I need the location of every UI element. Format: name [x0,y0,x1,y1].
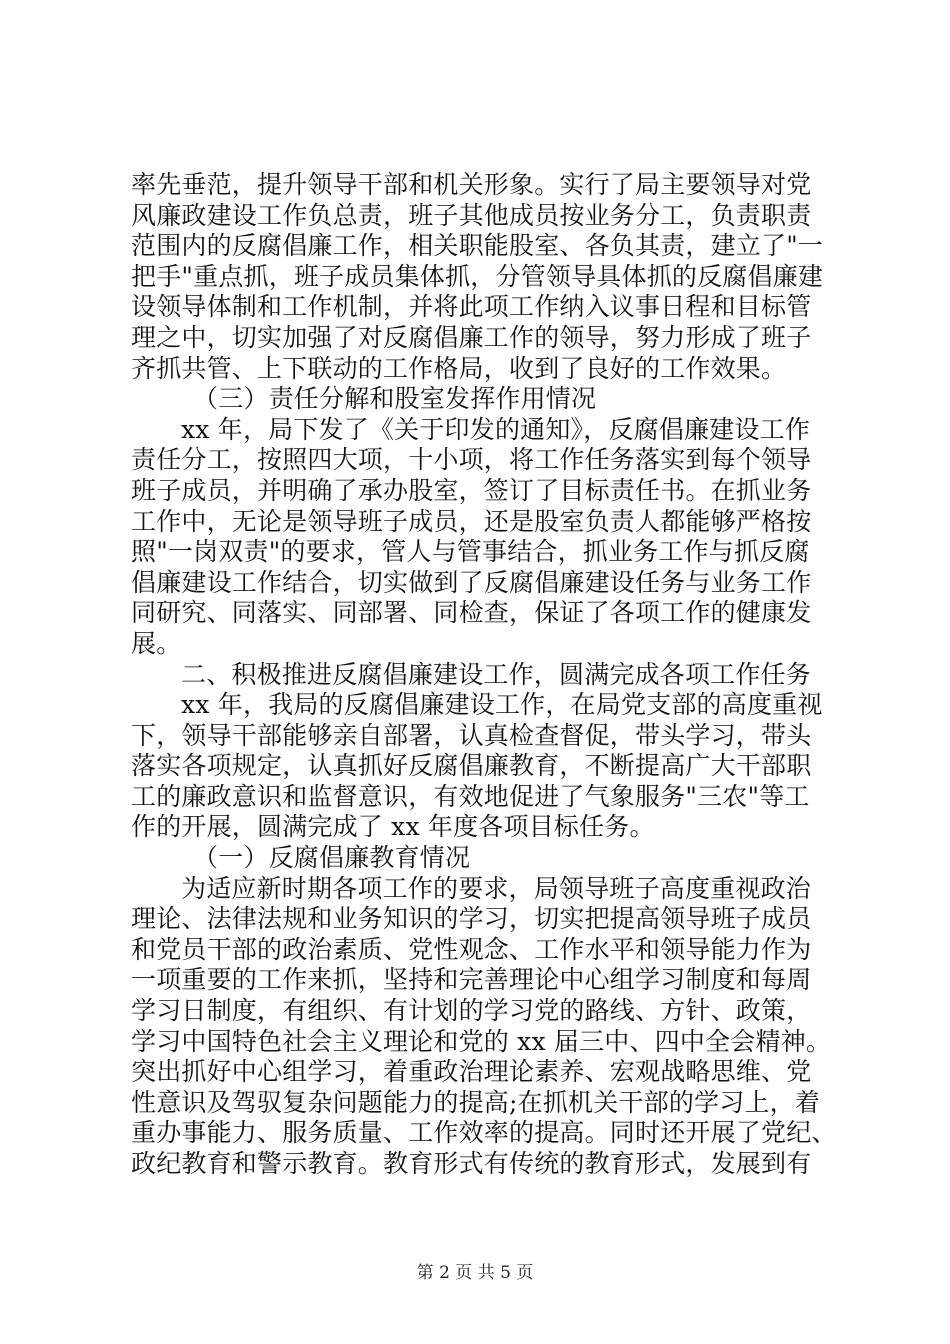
paragraph-first-line: 为适应新时期各项工作的要求，局领导班子高度重视政治 [181,873,812,903]
section-heading: （三）责任分解和股室发挥作用情况 [193,384,597,414]
page-footer [0,1262,950,1284]
text-line: 突出抓好中心组学习，着重政治理论素养、宏观战略思维、党 [131,1057,812,1087]
text-line: 把手"重点抓，班子成员集体抓，分管领导具体抓的反腐倡廉建 [131,261,824,291]
text-line: 学习中国特色社会主义理论和党的 xx 届三中、四中全会精神。 [131,1026,832,1056]
text-line: 班子成员，并明确了承办股室，签订了目标责任书。在抓业务 [131,475,812,505]
text-line: 和党员干部的政治素质、党性观念、工作水平和领导能力作为 [131,934,812,964]
text-line: 一项重要的工作来抓，坚持和完善理论中心组学习制度和每周 [131,965,812,995]
text-line: 政纪教育和警示教育。教育形式有传统的教育形式，发展到有 [131,1149,812,1178]
text-line: 重办事能力、服务质量、工作效率的提高。同时还开展了党纪、 [131,1118,837,1148]
text-line: 学习日制度，有组织、有计划的学习党的路线、方针、政策， [131,996,812,1026]
page-number-label: 第 2 页 共 5 页 [416,1263,534,1283]
text-line: 工作中，无论是领导班子成员，还是股室负责人都能够严格按 [131,506,812,536]
text-line: 落实各项规定，认真抓好反腐倡廉教育，不断提高广大干部职 [131,751,812,781]
text-line: 同研究、同落实、同部署、同检查，保证了各项工作的健康发 [131,598,812,628]
text-line: 责任分工，按照四大项，十小项，将工作任务落实到每个领导 [131,445,812,475]
section-heading: （一）反腐倡廉教育情况 [193,843,471,873]
text-line: 齐抓共管、上下联动的工作格局，收到了良好的工作效果。 [131,353,787,383]
paragraph-first-line: xx 年，我局的反腐倡廉建设工作，在局党支部的高度重视 [181,690,823,720]
text-line: 工的廉政意识和监督意识，有效地促进了气象服务"三农"等工 [131,781,810,811]
text-line: 设领导体制和工作机制，并将此项工作纳入议事日程和目标管 [131,292,812,322]
document-body [131,170,837,1180]
text-line: 性意识及驾驭复杂问题能力的提高;在抓机关干部的学习上，着 [131,1087,821,1117]
text-line: 范围内的反腐倡廉工作，相关职能股室、各负其责，建立了"一 [131,231,824,261]
text-line: 倡廉建设工作结合，切实做到了反腐倡廉建设任务与业务工作 [131,567,812,597]
text-line: 下，领导干部能够亲自部署，认真检查督促，带头学习，带头 [131,720,812,750]
text-line: 展。 [131,628,182,658]
text-line: 照"一岗双责"的要求，管人与管事结合，抓业务工作与抓反腐 [131,537,810,567]
text-line: 作的开展，圆满完成了 xx 年度各项目标任务。 [131,812,655,842]
text-line: 风廉政建设工作负总责，班子其他成员按业务分工，负责职责 [131,200,812,230]
text-line: 理论、法律法规和业务知识的学习，切实把提高领导班子成员 [131,904,812,934]
text-line: 理之中，切实加强了对反腐倡廉工作的领导，努力形成了班子 [131,322,812,352]
text-line: 率先垂范，提升领导干部和机关形象。实行了局主要领导对党 [131,170,812,199]
section-heading: 二、积极推进反腐倡廉建设工作，圆满完成各项工作任务 [181,659,812,689]
paragraph-first-line: xx 年，局下发了《关于印发的通知》，反腐倡廉建设工作 [181,414,811,444]
